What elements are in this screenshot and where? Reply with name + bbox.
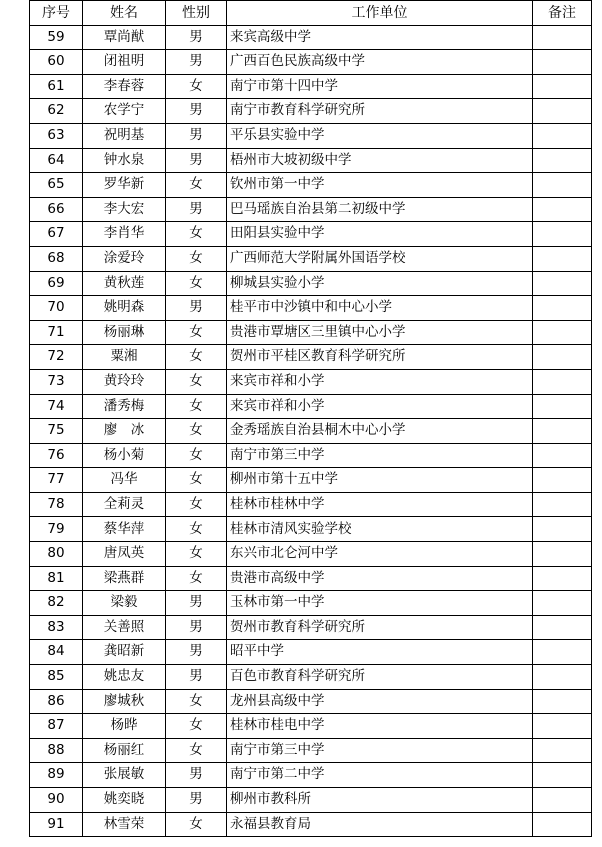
cell-gender: 女 [166,394,227,419]
table-row [30,419,592,444]
cell-gender: 男 [166,591,227,616]
table-row [30,271,592,296]
table-row [30,50,592,75]
cell-name: 张展敏 [83,763,166,788]
cell-unit: 桂林市桂电中学 [227,714,533,739]
cell-note [533,615,592,640]
table-row [30,615,592,640]
cell-unit: 桂林市桂林中学 [227,492,533,517]
cell-gender: 男 [166,99,227,124]
cell-note [533,738,592,763]
cell-name: 杨小菊 [83,443,166,468]
cell-seq: 87 [30,714,83,739]
cell-note [533,640,592,665]
cell-name: 杨丽琳 [83,320,166,345]
cell-note [533,566,592,591]
cell-unit: 南宁市第三中学 [227,738,533,763]
cell-unit: 平乐县实验中学 [227,123,533,148]
header-seq: 序号 [30,1,83,26]
cell-seq: 68 [30,246,83,271]
cell-gender: 女 [166,345,227,370]
cell-name: 杨晔 [83,714,166,739]
cell-name: 钟水泉 [83,148,166,173]
cell-gender: 男 [166,25,227,50]
cell-unit: 玉林市第一中学 [227,591,533,616]
cell-note [533,468,592,493]
cell-name: 粟湘 [83,345,166,370]
cell-gender: 女 [166,320,227,345]
cell-note [533,197,592,222]
table-body [30,25,592,837]
cell-seq: 81 [30,566,83,591]
cell-name: 关善照 [83,615,166,640]
cell-name: 姚奕晓 [83,788,166,813]
table-row [30,591,592,616]
cell-note [533,419,592,444]
cell-unit: 贺州市教育科学研究所 [227,615,533,640]
table-row [30,320,592,345]
table-row [30,222,592,247]
cell-gender: 女 [166,173,227,198]
header-name: 姓名 [83,1,166,26]
cell-note [533,50,592,75]
cell-note [533,173,592,198]
cell-unit: 梧州市大坡初级中学 [227,148,533,173]
cell-gender: 男 [166,763,227,788]
table-row [30,369,592,394]
cell-name: 李春蓉 [83,74,166,99]
cell-name: 蔡华萍 [83,517,166,542]
cell-seq: 63 [30,123,83,148]
cell-note [533,74,592,99]
cell-unit: 钦州市第一中学 [227,173,533,198]
table-row [30,640,592,665]
table-row [30,99,592,124]
cell-name: 龚昭新 [83,640,166,665]
cell-unit: 南宁市教育科学研究所 [227,99,533,124]
cell-unit: 百色市教育科学研究所 [227,665,533,690]
cell-seq: 73 [30,369,83,394]
cell-name: 李肖华 [83,222,166,247]
cell-seq: 75 [30,419,83,444]
cell-seq: 69 [30,271,83,296]
cell-name: 唐凤英 [83,542,166,567]
cell-seq: 84 [30,640,83,665]
cell-note [533,369,592,394]
cell-note [533,763,592,788]
cell-gender: 女 [166,271,227,296]
table-row [30,345,592,370]
cell-seq: 76 [30,443,83,468]
cell-gender: 女 [166,74,227,99]
cell-name: 黄玲玲 [83,369,166,394]
cell-note [533,714,592,739]
cell-name: 姚明森 [83,296,166,321]
cell-note [533,542,592,567]
cell-name: 廖城秋 [83,689,166,714]
table-row [30,74,592,99]
cell-gender: 男 [166,123,227,148]
cell-gender: 女 [166,419,227,444]
cell-gender: 男 [166,296,227,321]
cell-name: 黄秋莲 [83,271,166,296]
cell-name: 杨丽红 [83,738,166,763]
table-row [30,443,592,468]
cell-note [533,689,592,714]
cell-unit: 贺州市平桂区教育科学研究所 [227,345,533,370]
cell-unit: 桂平市中沙镇中和中心小学 [227,296,533,321]
cell-gender: 男 [166,197,227,222]
cell-seq: 65 [30,173,83,198]
cell-gender: 男 [166,148,227,173]
table-row [30,25,592,50]
cell-gender: 女 [166,222,227,247]
table-row [30,812,592,837]
cell-gender: 男 [166,640,227,665]
cell-unit: 来宾高级中学 [227,25,533,50]
cell-name: 梁毅 [83,591,166,616]
cell-unit: 柳州市第十五中学 [227,468,533,493]
cell-gender: 女 [166,517,227,542]
table-row [30,246,592,271]
cell-seq: 66 [30,197,83,222]
cell-note [533,271,592,296]
cell-seq: 60 [30,50,83,75]
cell-name: 农学宁 [83,99,166,124]
cell-name: 闭祖明 [83,50,166,75]
table-row [30,394,592,419]
cell-unit: 来宾市祥和小学 [227,369,533,394]
table-row [30,714,592,739]
cell-unit: 南宁市第三中学 [227,443,533,468]
table-row [30,173,592,198]
cell-note [533,591,592,616]
cell-note [533,222,592,247]
cell-name: 冯华 [83,468,166,493]
cell-note [533,296,592,321]
cell-name: 覃尚猷 [83,25,166,50]
cell-unit: 龙州县高级中学 [227,689,533,714]
cell-name: 祝明基 [83,123,166,148]
cell-note [533,443,592,468]
cell-gender: 女 [166,738,227,763]
cell-unit: 南宁市第十四中学 [227,74,533,99]
cell-seq: 74 [30,394,83,419]
cell-unit: 桂林市清风实验学校 [227,517,533,542]
cell-unit: 南宁市第二中学 [227,763,533,788]
cell-seq: 80 [30,542,83,567]
cell-unit: 永福县教育局 [227,812,533,837]
cell-note [533,320,592,345]
cell-seq: 91 [30,812,83,837]
cell-note [533,394,592,419]
cell-name: 林雪荣 [83,812,166,837]
cell-note [533,517,592,542]
cell-gender: 女 [166,689,227,714]
cell-gender: 女 [166,492,227,517]
cell-seq: 78 [30,492,83,517]
table-row [30,665,592,690]
header-unit: 工作单位 [227,1,533,26]
table-row [30,689,592,714]
cell-note [533,123,592,148]
header-note: 备注 [533,1,592,26]
cell-unit: 来宾市祥和小学 [227,394,533,419]
cell-seq: 85 [30,665,83,690]
roster-table [29,0,592,837]
table-row [30,566,592,591]
cell-name: 全莉灵 [83,492,166,517]
table-row [30,542,592,567]
cell-gender: 男 [166,50,227,75]
cell-note [533,148,592,173]
cell-seq: 62 [30,99,83,124]
cell-gender: 女 [166,812,227,837]
cell-name: 潘秀梅 [83,394,166,419]
cell-name: 姚忠友 [83,665,166,690]
cell-seq: 61 [30,74,83,99]
cell-seq: 88 [30,738,83,763]
table-row [30,788,592,813]
cell-seq: 90 [30,788,83,813]
cell-unit: 广西百色民族高级中学 [227,50,533,75]
cell-unit: 田阳县实验中学 [227,222,533,247]
cell-note [533,345,592,370]
cell-unit: 柳州市教科所 [227,788,533,813]
cell-gender: 女 [166,542,227,567]
cell-name: 李大宏 [83,197,166,222]
table-row [30,148,592,173]
cell-gender: 男 [166,615,227,640]
cell-gender: 女 [166,468,227,493]
cell-note [533,665,592,690]
cell-gender: 女 [166,714,227,739]
table-row [30,468,592,493]
table-row [30,197,592,222]
table-header-row [30,1,592,26]
cell-seq: 89 [30,763,83,788]
cell-seq: 64 [30,148,83,173]
cell-gender: 女 [166,443,227,468]
cell-name: 涂爱玲 [83,246,166,271]
cell-seq: 77 [30,468,83,493]
cell-unit: 贵港市高级中学 [227,566,533,591]
cell-seq: 79 [30,517,83,542]
table-row [30,738,592,763]
cell-unit: 东兴市北仑河中学 [227,542,533,567]
cell-unit: 贵港市覃塘区三里镇中心小学 [227,320,533,345]
cell-unit: 金秀瑶族自治县桐木中心小学 [227,419,533,444]
cell-gender: 男 [166,665,227,690]
cell-gender: 女 [166,566,227,591]
cell-unit: 昭平中学 [227,640,533,665]
table-row [30,123,592,148]
cell-unit: 柳城县实验小学 [227,271,533,296]
cell-note [533,246,592,271]
cell-gender: 男 [166,788,227,813]
cell-note [533,25,592,50]
cell-name: 梁燕群 [83,566,166,591]
cell-seq: 86 [30,689,83,714]
cell-unit: 巴马瑶族自治县第二初级中学 [227,197,533,222]
cell-seq: 70 [30,296,83,321]
cell-gender: 女 [166,246,227,271]
cell-seq: 82 [30,591,83,616]
cell-gender: 女 [166,369,227,394]
cell-name: 廖 冰 [83,419,166,444]
table-row [30,763,592,788]
cell-note [533,99,592,124]
cell-seq: 83 [30,615,83,640]
cell-note [533,812,592,837]
cell-seq: 67 [30,222,83,247]
cell-note [533,788,592,813]
cell-note [533,492,592,517]
cell-seq: 59 [30,25,83,50]
cell-seq: 71 [30,320,83,345]
header-gender: 性别 [166,1,227,26]
table-row [30,296,592,321]
table-row [30,517,592,542]
cell-unit: 广西师范大学附属外国语学校 [227,246,533,271]
cell-seq: 72 [30,345,83,370]
cell-name: 罗华新 [83,173,166,198]
table-row [30,492,592,517]
